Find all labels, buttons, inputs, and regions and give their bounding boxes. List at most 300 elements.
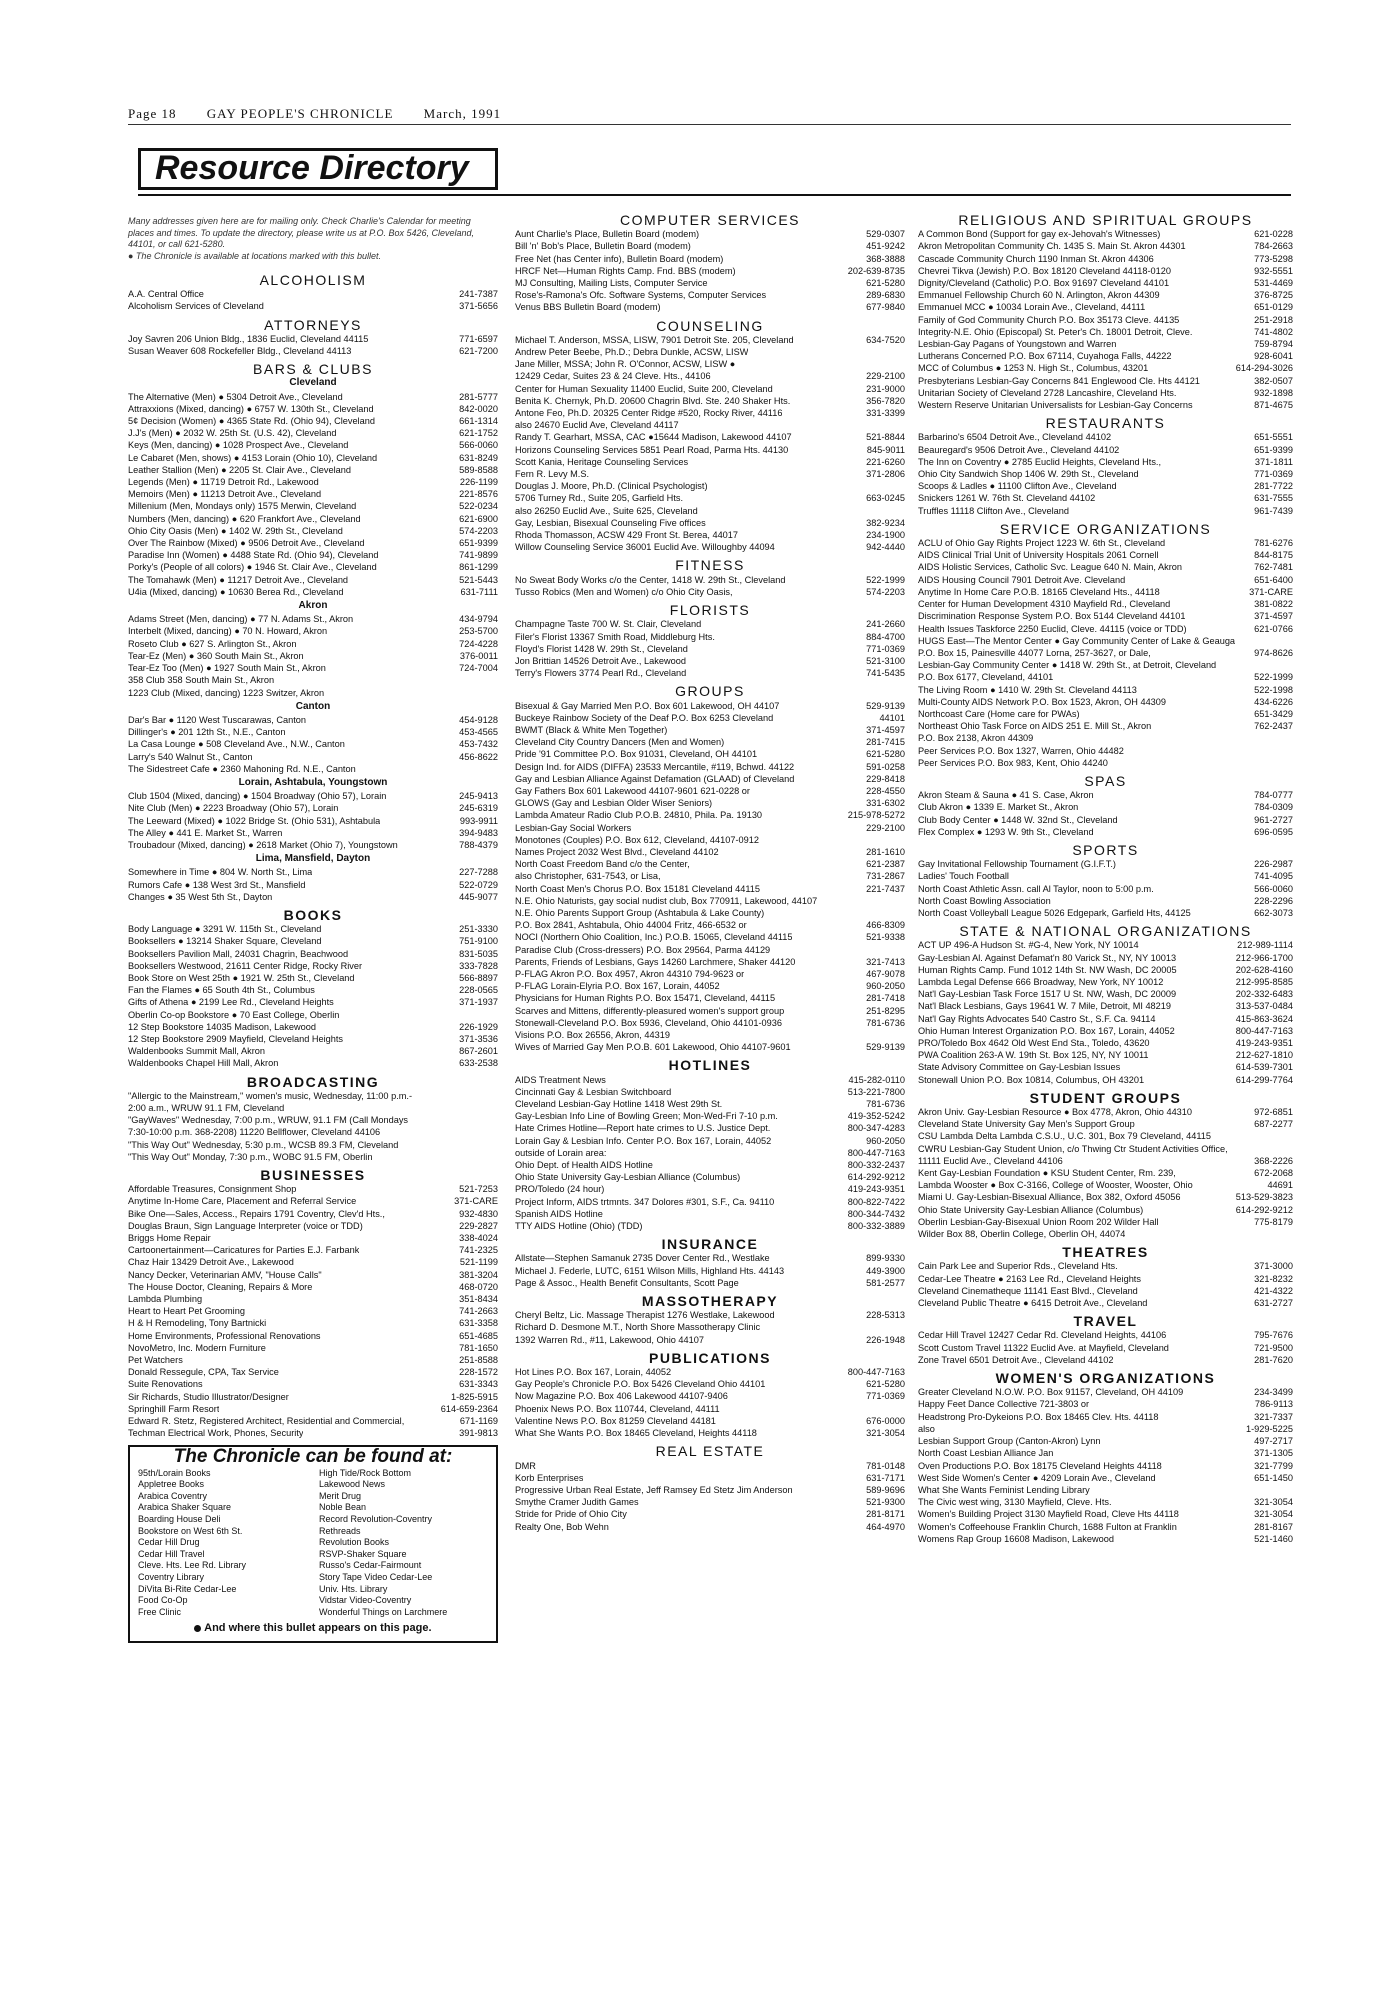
directory-entry	[515, 1005, 905, 1017]
entry-phone: 651-0129	[1254, 302, 1293, 313]
directory-entry	[128, 738, 498, 750]
intro-text: Many addresses given here are for mailing only. Check Charlie's Calendar for meeting places and times. To update the directory, please write us at P.O. Box 5426, Cleveland, 44101, or call 621-5280.	[128, 216, 475, 249]
entry-phone: 521-7253	[459, 1184, 498, 1195]
entry-phone: 741-5435	[866, 668, 905, 679]
directory-entry	[515, 883, 905, 895]
entry-phone: 974-8626	[1254, 647, 1293, 658]
entry-name: outside of Lorain area:	[515, 1147, 607, 1158]
directory-entry	[515, 1086, 905, 1098]
entry-name: Waldenbooks Summit Mall, Akron	[128, 1046, 266, 1057]
directory-entry	[918, 1130, 1293, 1142]
directory-entry	[918, 1013, 1293, 1025]
entry-name: Truffles 11118 Clifton Ave., Cleveland	[918, 505, 1069, 516]
entry-phone: 241-2660	[866, 619, 905, 630]
entry-phone: 226-1948	[866, 1334, 905, 1345]
directory-entry	[515, 992, 905, 1004]
directory-entry	[918, 1496, 1293, 1508]
directory-entry	[515, 822, 905, 834]
directory-entry	[515, 785, 905, 797]
entry-name: Gay Fathers Box 601 Lakewood 44107-9601 621-0228 or	[515, 785, 750, 796]
entry-phone: 614-299-7764	[1235, 1074, 1293, 1085]
entry-phone	[1289, 1130, 1293, 1142]
entry-phone: 960-2050	[866, 1135, 905, 1146]
entry-name: Lambda Plumbing	[128, 1294, 203, 1305]
entry-name: BWMT (Black & White Men Together)	[515, 724, 668, 735]
entry-phone: 724-7004	[459, 663, 498, 674]
entry-phone: 521-5443	[459, 574, 498, 585]
entry-name: Terry's Flowers 3774 Pearl Rd., Cleveland	[515, 668, 687, 679]
entry-name: Cascade Community Church 1190 Inman St. Akron 44306	[918, 253, 1154, 264]
entry-name: Bill 'n' Bob's Place, Bulletin Board (modem)	[515, 241, 691, 252]
entry-phone: 631-7111	[460, 586, 498, 597]
directory-entry	[918, 1143, 1293, 1155]
entry-name: Ohio State University Gay-Lesbian Alliance (Columbus)	[515, 1172, 741, 1183]
entry-phone: 1-929-5225	[1246, 1423, 1293, 1434]
entry-name: Scott Kania, Heritage Counseling Services	[515, 456, 689, 467]
entry-name: Ladies' Touch Football	[918, 871, 1009, 882]
directory-entry	[128, 714, 498, 726]
directory-entry	[128, 345, 498, 357]
entry-name: Lesbian-Gay Social Workers	[515, 822, 632, 833]
directory-entry	[918, 431, 1293, 443]
section-heading: SPORTS	[1072, 841, 1139, 858]
directory-entry	[128, 613, 498, 625]
entry-phone	[1289, 659, 1293, 671]
entry-phone: 468-0720	[459, 1281, 498, 1292]
directory-entry	[515, 1196, 905, 1208]
entry-name: Cedar Hill Travel 12427 Cedar Rd. Cleveland Heights, 44106	[918, 1330, 1167, 1341]
entry-phone: 800-347-4283	[847, 1123, 905, 1134]
directory-entry	[918, 537, 1293, 549]
entry-phone: 932-1898	[1254, 387, 1293, 398]
entry-name: Peer Services P.O. Box 1327, Warren, Ohio 44482	[918, 745, 1124, 756]
location-item: Story Tape Video Cedar-Lee	[319, 1572, 433, 1583]
directory-entry	[128, 1317, 498, 1329]
section-heading: BROADCASTING	[246, 1073, 380, 1090]
directory-entry	[128, 525, 498, 537]
directory-entry	[515, 1415, 905, 1427]
entry-name: P-FLAG Lorain-Elyria P.O. Box 167, Lorain, 44052	[515, 981, 720, 992]
location-item: Food Co-Op	[138, 1595, 188, 1606]
directory-entry	[515, 968, 905, 980]
entry-phone: 771-0369	[866, 643, 905, 654]
entry-name: J.J's (Men) ● 2032 W. 25th St. (U.S. 42), Cleveland	[128, 428, 337, 439]
directory-entry	[918, 623, 1293, 635]
entry-name: Lesbian-Gay Pagans of Youngstown and Warren	[918, 339, 1117, 350]
entry-name: 12 Step Bookstore 2909 Mayfield, Cleveland Heights	[128, 1033, 344, 1044]
entry-phone: 228-2296	[1254, 895, 1293, 906]
entry-phone	[901, 895, 905, 907]
entry-phone: 251-2918	[1254, 314, 1293, 325]
entry-name: Antone Feo, Ph.D. 20325 Center Ridge #520, Rocky River, 44116	[515, 408, 783, 419]
directory-entry	[515, 346, 905, 358]
entry-name: TTY AIDS Hotline (Ohio) (TDD)	[515, 1221, 643, 1232]
entry-phone: 521-9338	[866, 932, 905, 943]
entry-name: also	[918, 1423, 935, 1434]
entry-name: Akron Univ. Gay-Lesbian Resource ● Box 4778, Akron, Ohio 44310	[918, 1107, 1193, 1118]
entry-phone: 351-8434	[459, 1294, 498, 1305]
entry-phone	[901, 1321, 905, 1333]
entry-name: Chaz Hair 13429 Detroit Ave., Lakewood	[128, 1257, 294, 1268]
entry-name: North Coast Men's Chorus P.O. Box 15181 Cleveland 44115	[515, 883, 761, 894]
directory-entry	[515, 586, 905, 598]
entry-phone: 771-6597	[459, 333, 498, 344]
entry-name: Keys (Men, dancing) ● 1028 Prospect Ave., Cleveland	[128, 440, 349, 451]
entry-name: PRO/Toledo Box 4642 Old West End Sta., Toledo, 43620	[918, 1038, 1150, 1048]
directory-entry	[128, 1090, 498, 1102]
entry-name: Richard D. Desmone M.T., North Shore Massotherapy Clinic	[515, 1322, 761, 1333]
directory-entry	[515, 1122, 905, 1134]
entry-name: Family of God Community Church P.O. Box 35173 Cleve. 44135	[918, 314, 1180, 325]
entry-name: HRCF Net—Human Rights Camp. Fnd. BBS (modem)	[515, 265, 736, 276]
directory-entry	[918, 684, 1293, 696]
directory-entry	[918, 801, 1293, 813]
location-item: Merit Drug	[319, 1490, 362, 1501]
entry-phone: 221-6260	[866, 456, 905, 467]
entry-phone: 741-4095	[1254, 871, 1293, 882]
entry-phone: 331-6302	[866, 798, 905, 809]
directory-entry	[918, 1411, 1293, 1423]
directory-entry	[515, 541, 905, 553]
directory-entry	[918, 444, 1293, 456]
entry-phone: 464-4970	[866, 1521, 905, 1532]
title-rule	[138, 194, 1291, 196]
entry-name: Booksellers Westwood, 21611 Center Ridge, Rocky River	[128, 960, 363, 971]
entry-name: Michael J. Federle, LUTC, 6151 Wilson Mills, Highland Hts. 44143	[515, 1265, 785, 1276]
entry-phone: 371-1305	[1254, 1448, 1293, 1459]
entry-phone: 631-8249	[459, 452, 498, 463]
directory-entry	[918, 1342, 1293, 1354]
directory-entry	[515, 1521, 905, 1533]
entry-phone	[1289, 732, 1293, 744]
entry-name: Fern R. Levy M.S.	[515, 469, 590, 480]
entry-phone: 800-447-7163	[1235, 1025, 1293, 1036]
entry-phone	[901, 419, 905, 431]
entry-phone: 245-9413	[459, 791, 498, 802]
entry-phone: 281-8171	[866, 1509, 905, 1520]
entry-name: P.O. Box 6177, Cleveland, 44101	[918, 672, 1054, 683]
directory-entry	[515, 618, 905, 630]
entry-name: Gay-Lesbian Info Line of Bowling Green; Mon-Wed-Fri 7-10 p.m.	[515, 1111, 778, 1122]
location-item: Bookstore on West 6th St.	[138, 1525, 243, 1536]
directory-entry	[515, 301, 905, 313]
entry-phone: 621-1752	[459, 428, 498, 439]
entry-phone: 419-352-5242	[847, 1111, 905, 1122]
entry-name: Stride for Pride of Ohio City	[515, 1509, 627, 1520]
entry-name: also Christopher, 631-7543, or Lisa,	[515, 871, 661, 882]
entry-phone: 251-3330	[459, 924, 498, 935]
entry-name: Greater Cleveland N.O.W. P.O. Box 91157, Cleveland, OH 44109	[918, 1387, 1184, 1398]
directory-entry	[515, 253, 905, 265]
directory-entry	[515, 1265, 905, 1277]
entry-phone: 614-659-2364	[440, 1403, 498, 1414]
entry-name: Attraxxions (Mixed, dancing) ● 6757 W. 130th St., Cleveland	[128, 403, 374, 414]
entry-phone: 44101	[879, 712, 905, 723]
directory-entry	[515, 643, 905, 655]
entry-phone: 928-6041	[1254, 351, 1293, 362]
directory-entry	[128, 866, 498, 878]
entry-name: Presbyterians Lesbian-Gay Concerns 841 Englewood Cle. Hts 44121	[918, 375, 1200, 386]
directory-entry	[918, 574, 1293, 586]
directory-entry	[515, 1041, 905, 1053]
entry-name: Lesbian-Gay Community Center ● 1418 W. 29th St., at Detroit, Cleveland	[918, 660, 1217, 671]
directory-entry	[515, 1460, 905, 1472]
directory-entry	[515, 444, 905, 456]
entry-name: Susan Weaver 608 Rockefeller Bldg., Cleveland 44113	[128, 346, 352, 357]
locations-right	[319, 1468, 488, 1619]
directory-entry	[515, 228, 905, 240]
entry-phone: 621-5280	[866, 1379, 905, 1390]
entry-phone: 454-9128	[459, 714, 498, 725]
entry-phone: 932-5551	[1254, 265, 1293, 276]
entry-name: Paradise Club (Cross-dressers) P.O. Box 29564, Parma 44129	[515, 944, 771, 955]
entry-phone: 241-7387	[459, 289, 498, 300]
entry-phone	[1289, 635, 1293, 647]
entry-name: Zone Travel 6501 Detroit Ave., Cleveland 44102	[918, 1354, 1114, 1365]
directory-entry	[918, 1106, 1293, 1118]
directory-entry	[128, 288, 498, 300]
directory-entry	[515, 1321, 905, 1333]
entry-name: Tusso Robics (Men and Women) c/o Ohio City Oasis,	[515, 586, 733, 597]
entry-name: Lambda Legal Defense 666 Broadway, New York, NY 10012	[918, 976, 1164, 987]
directory-entry	[515, 919, 905, 931]
entry-phone: 724-4228	[459, 638, 498, 649]
entry-name: Alcoholism Services of Cleveland	[128, 301, 264, 312]
entry-name: Over The Rainbow (Mixed) ● 9506 Detroit Ave., Cleveland	[128, 538, 365, 549]
locations-heading: The Chronicle can be found at:	[173, 1446, 453, 1468]
entry-name: Club Body Center ● 1448 W. 32nd St., Cleveland	[918, 814, 1118, 825]
entry-phone: 231-9000	[866, 383, 905, 394]
directory-entry	[128, 1415, 498, 1427]
entry-phone: 368-3888	[866, 253, 905, 264]
location-item: Coventry Library	[138, 1572, 205, 1583]
entry-phone: 391-9813	[459, 1428, 498, 1439]
directory-entry	[918, 1074, 1293, 1086]
directory-entry	[918, 610, 1293, 622]
entry-name: Realty One, Bob Wehn	[515, 1521, 609, 1532]
entry-phone: 731-2867	[866, 871, 905, 882]
entry-name: Human Rights Camp. Fund 1012 14th St. NW Wash, DC 20005	[918, 964, 1177, 975]
entry-phone	[494, 1114, 498, 1126]
directory-entry	[918, 1118, 1293, 1130]
entry-phone: 234-3499	[1254, 1387, 1293, 1398]
directory-entry	[918, 1423, 1293, 1435]
title-box	[138, 148, 498, 190]
entry-phone	[494, 1151, 498, 1163]
directory-entry	[128, 935, 498, 947]
entry-name: Ohio City Oasis (Men) ● 1402 W. 29th St., Cleveland	[128, 525, 343, 536]
directory-entry	[128, 1281, 498, 1293]
intro-note	[128, 208, 498, 268]
directory-entry	[918, 1228, 1293, 1240]
entry-name: Names Project 2032 West Blvd., Cleveland 44102	[515, 846, 719, 857]
directory-entry	[515, 407, 905, 419]
entry-phone	[901, 944, 905, 956]
directory-entry	[128, 1139, 498, 1151]
entry-name: also 24670 Euclid Ave, Cleveland 44117	[515, 420, 679, 431]
directory-entry	[918, 326, 1293, 338]
entry-name: 1223 Club (Mixed, dancing) 1223 Switzer, Akron	[128, 687, 325, 698]
directory-entry	[515, 931, 905, 943]
directory-entry	[515, 1508, 905, 1520]
section-subheading: Lorain, Ashtabula, Youngstown	[238, 776, 388, 788]
entry-phone	[901, 1029, 905, 1041]
entry-name: West Side Women's Center ● 4209 Lorain Ave., Cleveland	[918, 1472, 1156, 1483]
entry-name: Gay and Lesbian Alliance Against Defamation (GLAAD) of Cleveland	[515, 773, 795, 784]
entry-name: Lutherans Concerned P.O. Box 67114, Cuyahoga Falls, 44222	[918, 351, 1172, 362]
directory-entry	[128, 1293, 498, 1305]
entry-name: Dillinger's ● 201 12th St., N.E., Canton	[128, 727, 286, 738]
directory-entry	[128, 1057, 498, 1069]
entry-phone: 221-7437	[866, 883, 905, 894]
directory-entry	[918, 1354, 1293, 1366]
entry-phone: 371-4597	[866, 724, 905, 735]
entry-name: P.O. Box 2841, Ashtabula, Ohio 44004 Fritz, 466-6532 or	[515, 920, 747, 931]
column-3	[918, 208, 1293, 1545]
section-heading: COUNSELING	[656, 317, 764, 334]
entry-phone: 621-0228	[1254, 229, 1293, 240]
entry-phone: 434-9794	[459, 614, 498, 625]
intro-bullet-note: ● The Chronicle is available at locations marked with this bullet.	[128, 250, 382, 261]
bullet-icon	[194, 1625, 201, 1632]
directory-entry	[128, 1151, 498, 1163]
entry-name: Dar's Bar ● 1120 West Tuscarawas, Canton	[128, 714, 307, 725]
entry-name: Venus BBS Bulletin Board (modem)	[515, 302, 661, 313]
directory-entry	[515, 240, 905, 252]
directory-entry	[918, 350, 1293, 362]
directory-entry	[128, 476, 498, 488]
entry-name: Booksellers Pavilion Mall, 24031 Chagrin, Beachwood	[128, 948, 349, 959]
entry-name: NovoMetro, Inc. Modern Furniture	[128, 1342, 266, 1353]
entry-name: Valentine News P.O. Box 81259 Cleveland 44181	[515, 1415, 716, 1426]
directory-entry	[515, 846, 905, 858]
entry-name: Center for Human Development 4310 Mayfield Rd., Cleveland	[918, 599, 1171, 610]
entry-name: P.O. Box 2138, Akron 44309	[918, 733, 1034, 744]
entry-phone: 421-4322	[1254, 1285, 1293, 1296]
entry-name: 11111 Euclid Ave., Cleveland 44106	[918, 1155, 1063, 1166]
entry-name: Somewhere in Time ● 804 W. North St., Lima	[128, 867, 313, 878]
entry-name: Douglas Braun, Sign Language Interpreter (voice or TDD)	[128, 1220, 363, 1231]
entry-phone	[1289, 1143, 1293, 1155]
entry-name: MCC of Columbus ● 1253 N. High St., Columbus, 43201	[918, 363, 1149, 374]
entry-name: Visions P.O. Box 26556, Akron, 44319	[515, 1030, 670, 1040]
entry-phone: 368-2226	[1254, 1155, 1293, 1166]
directory-entry	[918, 939, 1293, 951]
entry-phone: 371-3536	[459, 1033, 498, 1044]
entry-name: 2:00 a.m., WRUW 91.1 FM, Cleveland	[128, 1103, 285, 1113]
entry-phone: 371-1937	[459, 997, 498, 1008]
directory-entry	[918, 1435, 1293, 1447]
entry-name: North Coast Bowling Association	[918, 895, 1051, 906]
entry-name: Affordable Treasures, Consignment Shop	[128, 1184, 297, 1195]
entry-phone: 614-292-9212	[1235, 1204, 1293, 1215]
directory-entry	[918, 883, 1293, 895]
entry-phone: 212-995-8585	[1235, 976, 1293, 987]
directory-entry	[515, 1378, 905, 1390]
entry-phone: 333-7828	[459, 960, 498, 971]
entry-name: Floyd's Florist 1428 W. 29th St., Cleveland	[515, 643, 688, 654]
entry-phone: 621-2387	[866, 859, 905, 870]
entry-name: The Alley ● 441 E. Market St., Warren	[128, 827, 283, 838]
entry-phone: 376-8725	[1254, 290, 1293, 301]
entry-phone: 521-8844	[866, 432, 905, 443]
entry-phone: 771-0369	[1254, 469, 1293, 480]
entry-phone: 651-4685	[459, 1330, 498, 1341]
entry-name: Memoirs (Men) ● 11213 Detroit Ave., Cleveland	[128, 489, 322, 500]
section-heading: RELIGIOUS AND SPIRITUAL GROUPS	[958, 212, 1253, 228]
directory-entry	[515, 667, 905, 679]
entry-phone: 245-6319	[459, 803, 498, 814]
entry-name: CSU Lambda Delta Lambda C.S.U., U.C. 301, Box 79 Cleveland, 44115	[918, 1131, 1211, 1142]
entry-phone: 781-6736	[866, 1017, 905, 1028]
entry-name: Nite Club (Men) ● 2223 Broadway (Ohio 57), Lorain	[128, 803, 339, 814]
entry-phone	[901, 907, 905, 919]
entry-phone: 741-4802	[1254, 326, 1293, 337]
entry-name: 12 Step Bookstore 14035 Madison, Lakewood	[128, 1021, 316, 1032]
directory-entry	[128, 1391, 498, 1403]
entry-name: Design Ind. for AIDS (DIFFA) 23533 Mercantile, #119, Bchwd. 44122	[515, 761, 795, 772]
entry-name: Buckeye Rainbow Society of the Deaf P.O. Box 6253 Cleveland	[515, 712, 774, 723]
entry-phone: 281-8167	[1254, 1521, 1293, 1532]
entry-name: Nancy Decker, Veterinarian AMV, "House Calls"	[128, 1269, 322, 1280]
entry-name: Western Reserve Unitarian Universalists for Lesbian-Gay Concerns	[918, 400, 1193, 411]
entry-name: Fan the Flames ● 65 South 4th St., Columbus	[128, 985, 315, 996]
entry-phone: 251-8295	[866, 1005, 905, 1016]
entry-phone: 960-2050	[866, 981, 905, 992]
directory-entry	[515, 1427, 905, 1439]
section-heading: STUDENT GROUPS	[1029, 1089, 1182, 1106]
directory-entry	[515, 870, 905, 882]
entry-phone: 529-0307	[866, 229, 905, 240]
directory-entry	[515, 1029, 905, 1041]
directory-entry	[918, 1216, 1293, 1228]
entry-name: Porky's (People of all colors) ● 1946 St. Clair Ave., Cleveland	[128, 562, 377, 573]
entry-phone: 229-2100	[866, 822, 905, 833]
entry-name: Body Language ● 3291 W. 115th St., Cleveland	[128, 924, 322, 935]
directory-entry	[918, 907, 1293, 919]
directory-entry	[128, 439, 498, 451]
section-heading: COMPUTER SERVICES	[619, 212, 801, 228]
entry-phone: 371-CARE	[454, 1196, 498, 1207]
page-title: Resource Directory	[155, 149, 469, 187]
entry-phone: 456-8622	[459, 751, 498, 762]
directory-entry	[128, 1208, 498, 1220]
entry-phone: 467-9078	[866, 968, 905, 979]
section-heading: BOOKS	[283, 906, 343, 923]
directory-entry	[128, 549, 498, 561]
directory-entry	[515, 1159, 905, 1171]
entry-phone: 795-7676	[1254, 1330, 1293, 1341]
directory-entry	[515, 748, 905, 760]
entry-name: 12429 Cedar, Suites 23 & 24 Cleve. Hts., 44106	[515, 371, 711, 382]
entry-phone: 229-2100	[866, 371, 905, 382]
entry-phone: 227-7288	[459, 867, 498, 878]
directory-entry	[918, 1025, 1293, 1037]
entry-phone: 784-0777	[1254, 790, 1293, 801]
location-item: Vidstar Video-Coventry	[319, 1595, 412, 1606]
directory-entry	[515, 334, 905, 346]
directory-entry	[128, 1403, 498, 1415]
location-item: DiVita Bi-Rite Cedar-Lee	[138, 1583, 237, 1594]
entry-phone: 651-1450	[1254, 1472, 1293, 1483]
directory-entry	[515, 358, 905, 370]
entry-name: Ohio State University Gay-Lesbian Alliance (Columbus)	[918, 1204, 1144, 1215]
entry-name: 7:30-10:00 p.m. 368-2208) 11220 Bellflower, Cleveland 44106	[128, 1127, 381, 1138]
publication-name: GAY PEOPLE'S CHRONICLE	[206, 106, 394, 121]
directory-entry	[128, 415, 498, 427]
entry-name: Sir Richards, Studio Illustrator/Designer	[128, 1391, 289, 1402]
entry-phone: 228-5313	[866, 1310, 905, 1321]
